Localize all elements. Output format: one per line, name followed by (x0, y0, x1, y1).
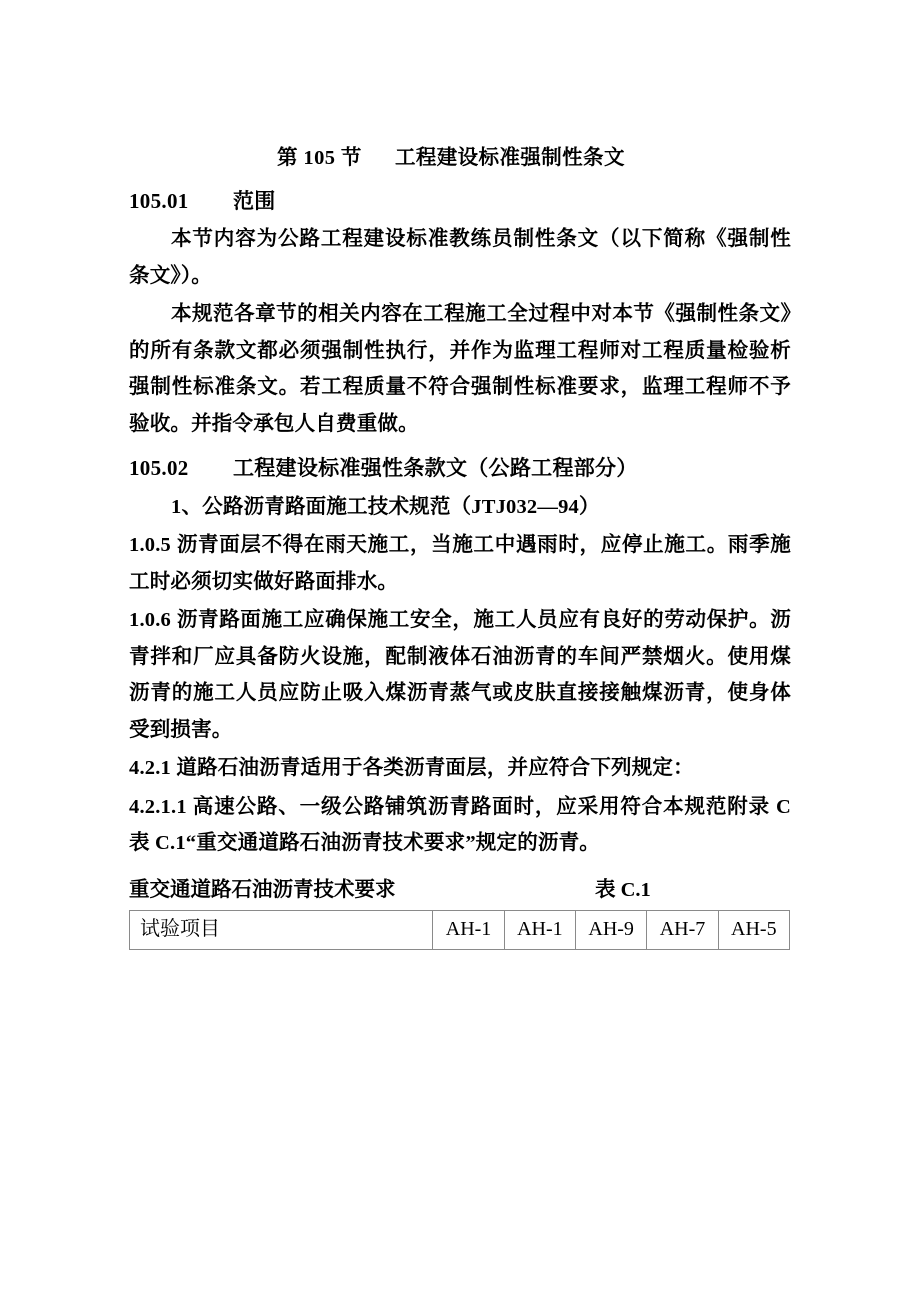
table-header-test-item: 试验项目 (130, 910, 433, 949)
table-header-grade-3: AH-9 (576, 910, 647, 949)
clause-4-2-1: 4.2.1 道路石油沥青适用于各类沥青面层，并应符合下列规定： (129, 757, 694, 780)
clause-4-2-1-1: 4.2.1.1 高速公路、一级公路铺筑沥青路面时，应采用符合本规范附录 C 表 C.1“重交通道路石油沥青技术要求”规定的沥青。 (129, 795, 791, 855)
page-content (129, 143, 791, 950)
list-item-standard-reference: 1、公路沥青路面施工技术规范（JTJ032—94） (171, 495, 600, 518)
table-caption-title: 重交通道路石油沥青技术要求 (129, 878, 396, 901)
table-caption-number: 表 C.1 (595, 878, 651, 901)
page-title: 第 105 节 工程建设标准强制性条文 (277, 147, 625, 169)
clause-1-0-6: 1.0.6 沥青路面施工应确保施工安全，施工人员应有良好的劳动保护。沥青拌和厂应具备防火设施，配制液体石油沥青的车间严禁烟火。使用煤沥青的施工人员应防止吸入煤沥青蒸气或皮肤直接接触煤沥青，使身体受到损害。 (129, 609, 791, 741)
paragraph-scope-2: 本规范各章节的相关内容在工程施工全过程中对本节《强制性条文》的所有条款文都必须强制性执行，并作为监理工程师对工程质量检验析强制性标准条文。若工程质量不符合强制性标准要求，监理工程师不予验收。并指令承包人自费重做。 (129, 303, 791, 435)
spec-table (129, 910, 790, 950)
table-header-grade-5: AH-5 (718, 910, 789, 949)
table-header-grade-2: AH-1 (504, 910, 575, 949)
table-header-grade-1: AH-1 (433, 910, 504, 949)
table-header-row (130, 910, 790, 949)
section-heading-105-02: 105.02 工程建设标准强性条款文（公路工程部分） (129, 456, 638, 481)
table-caption (129, 874, 791, 904)
section-heading-105-01: 105.01 范围 (129, 188, 276, 213)
paragraph-scope-1: 本节内容为公路工程建设标准教练员制性条文（以下简称《强制性条文》）。 (129, 228, 791, 287)
clause-1-0-5: 1.0.5 沥青面层不得在雨天施工，当施工中遇雨时，应停止施工。雨季施工时必须切实做好路面排水。 (129, 534, 791, 593)
table-header-grade-4: AH-7 (647, 910, 718, 949)
